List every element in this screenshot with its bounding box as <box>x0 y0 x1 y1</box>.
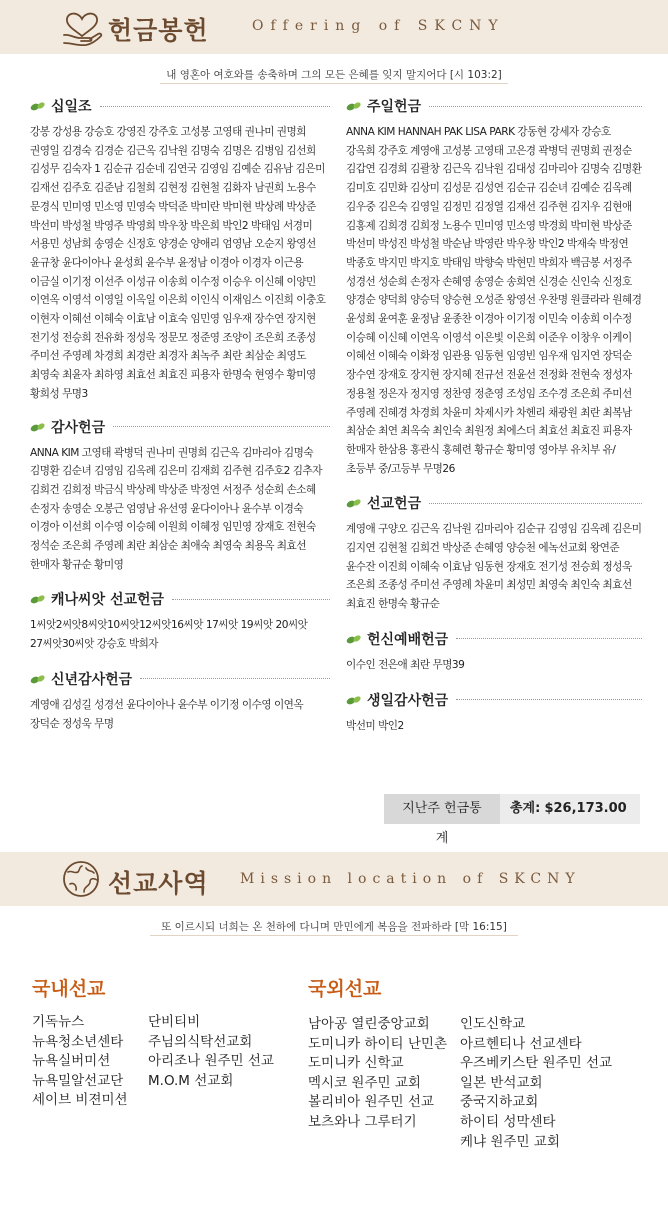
mission-offering-names: 계영애 구양오 김근옥 김낙원 김마리아 김순규 김영임 김옥례 김은미 김지연 김현철 김희건 박상준 손혜영 양승천 에녹선교회 왕연준 윤수잔 이진희 이혜숙 이효남 임동현 장재호 전기성 전승희 정성욱 조은희 조종성 주미선 주영례 차윤미 최성민 최영숙 최인숙 최효선 최효진 한명숙 황규순 <box>346 523 642 611</box>
leaf-icon <box>30 421 46 433</box>
divider <box>140 678 330 679</box>
list-item: 뉴욕실버미션 <box>32 1053 111 1070</box>
list-item: 중국지하교회 <box>460 1094 539 1111</box>
canada-seed-names: 1씨앗2씨앗8씨앗10씨앗12씨앗16씨앗 17씨앗 19씨앗 20씨앗 27씨앗30씨앗 강승호 박희자 <box>30 619 308 651</box>
list-item: 도미니카 하이티 난민촌 <box>308 1035 447 1052</box>
mission-offering-header <box>346 492 642 514</box>
mission-offering-title: 선교헌금 <box>367 496 422 513</box>
canada-seed-section <box>30 588 330 653</box>
leaf-icon <box>346 633 362 645</box>
dedication-names: 이수인 전은애 최란 무명39 <box>346 658 465 671</box>
list-item: 주님의식탁선교회 <box>148 1033 253 1050</box>
overseas-title: 국외선교 <box>308 978 382 1000</box>
divider <box>100 106 330 107</box>
leaf-icon <box>30 593 46 605</box>
list-item: M.O.M 선교회 <box>148 1072 234 1089</box>
offering-verse: 내 영혼아 여호와를 송축하며 그의 모든 은혜를 잊지 말지어다 [시 103:2] <box>166 69 502 81</box>
list-item: 하이티 성막센타 <box>460 1113 556 1130</box>
domestic-list-2 <box>148 1013 274 1091</box>
divider <box>456 638 642 639</box>
thanks-title: 감사헌금 <box>51 419 106 436</box>
tithe-header <box>30 95 330 117</box>
left-column <box>30 95 330 733</box>
list-item: 멕시코 원주민 교회 <box>308 1074 421 1091</box>
sunday-section <box>346 95 642 478</box>
list-item: 보츠와나 그루터기 <box>308 1113 417 1130</box>
domestic-title: 국내선교 <box>32 978 106 1000</box>
list-item: 볼리비아 원주민 선교 <box>308 1094 434 1111</box>
stats-total <box>500 794 640 824</box>
mission-title: 선교사역 <box>108 869 209 898</box>
tithe-section <box>30 95 330 404</box>
new-year-section <box>30 668 330 733</box>
stats-label: 지난주 헌금통계 <box>384 794 500 824</box>
divider <box>113 426 330 427</box>
list-item: 뉴욕청소년센타 <box>32 1033 124 1050</box>
thanks-section <box>30 416 330 575</box>
domestic-list-1 <box>32 1013 128 1111</box>
offering-stats <box>384 794 640 846</box>
list-item: 아리조나 원주민 선교 <box>148 1053 274 1070</box>
heart-hand-icon <box>60 5 104 49</box>
verse-underline <box>160 83 508 84</box>
tithe-names: 강봉 강성용 강승호 강영진 강주호 고성봉 고영태 권나미 권명희 권영일 김경숙 김경순 김근옥 김낙원 김명숙 김명은 김병임 김선희 김성무 김숙자 1 김순규 김순네 김연국 김영임 김예순 김유남 김은미 김재선 김주호 김준남 김철희 김현정 김현철 김화자 남권희 노용수 문경식 민미영 민소영 민영숙 박덕준 박미란 박미현 박상례 박상준 박선미 박성철 박영주 박영희 박우창 박은희 박인2 박태임 서경미 서용민 성남희 송영순 신정호 양경순 양애리 엄영남 오순지 왕영선 윤규창 윤다이아나 윤성희 윤수부 윤정남 이경아 이경자 이근용 이금실 이기정 이선주 이성규 이송희 이수정 이승우 이신혜 이양민 이연옥 이영석 이영일 이옥일 이은희 이인식 이재임스 이진희 이충호 이현자 이혜선 이혜숙 이효남 이효숙 임민영 임우재 장수연 장지현 전기성 전승희 전유화 정성욱 정문모 정준영 조양이 조은희 조종성 주미선 주영례 차경희 최경란 최경자 최녹주 최란 최삼순 최영도 최영숙 최윤자 최하영 최효선 최효진 피용자 한명숙 현영수 황미영 황희성 무명3 <box>30 126 326 400</box>
canada-seed-header <box>30 588 330 610</box>
stats-total-label: 총계: <box>510 801 541 816</box>
mission-english-title: Mission location of SKCNY <box>240 871 581 887</box>
list-item: 일본 반석교회 <box>460 1074 543 1091</box>
dedication-header <box>346 628 642 650</box>
sunday-title: 주일헌금 <box>367 99 422 115</box>
list-item: 세이브 비젼미션 <box>32 1092 128 1109</box>
divider <box>429 106 642 107</box>
offering-band <box>0 0 668 54</box>
list-item: 뉴욕밀알선교단 <box>32 1072 124 1089</box>
mission-band <box>0 852 668 906</box>
leaf-icon <box>346 497 362 509</box>
dedication-section <box>346 628 642 675</box>
list-item: 우즈베키스탄 원주민 선교 <box>460 1055 613 1072</box>
stats-total-value: $26,173.00 <box>544 801 627 816</box>
new-year-title: 신년감사헌금 <box>51 671 133 688</box>
list-item: 케냐 원주민 교회 <box>460 1133 560 1150</box>
divider <box>456 699 642 700</box>
birthday-names: 박선미 박인2 <box>346 719 404 732</box>
mission-offering-section <box>346 492 642 614</box>
thanks-names: ANNA KIM 고영태 곽병덕 권나미 권명희 김근옥 김마리아 김명숙 김명환 김순녀 김영임 김옥례 김은미 김재희 김주현 김주호2 김추자 김희건 김희정 박금식 박상례 박상준 박정연 서정주 성순희 손소혜 손정자 송영순 오봉근 엄영남 유선영 윤다이아나 윤수부 이경숙 이경아 이선희 이수영 이승혜 이원희 이혜정 임민영 장재호 전현숙 정석순 조은희 주영례 최란 최삼순 최애숙 최영숙 최용옥 최효선 한매자 황규순 황미영 <box>30 446 322 571</box>
birthday-header <box>346 689 642 711</box>
birthday-section <box>346 689 642 736</box>
leaf-icon <box>30 673 46 685</box>
divider <box>429 503 642 504</box>
canada-seed-title: 캐나씨앗 선교헌금 <box>51 592 165 609</box>
offering-title: 헌금봉헌 <box>108 16 209 45</box>
offering-english-title: Offering of SKCNY <box>252 18 505 34</box>
list-item: 남아공 열린중앙교회 <box>308 1016 430 1032</box>
new-year-header <box>30 668 330 690</box>
list-item: 인도신학교 <box>460 1016 526 1032</box>
overseas-list-2 <box>460 1015 612 1152</box>
dedication-title: 헌신예배헌금 <box>367 631 449 648</box>
mission-verse: 또 이르시되 너희는 온 천하에 다니며 만민에게 복음을 전파하라 [막 16:15] <box>161 921 507 933</box>
sunday-header <box>346 95 642 117</box>
birthday-title: 생일감사헌금 <box>367 692 449 709</box>
leaf-icon <box>346 100 362 112</box>
leaf-icon <box>346 694 362 706</box>
verse-underline <box>150 935 518 936</box>
leaf-icon <box>30 100 46 112</box>
divider <box>172 599 330 600</box>
list-item: 기독뉴스 <box>32 1014 85 1030</box>
list-item: 아르헨티나 선교센타 <box>460 1035 582 1052</box>
thanks-header <box>30 416 330 438</box>
list-item: 도미니카 신학교 <box>308 1055 404 1072</box>
overseas-list-1 <box>308 1015 447 1133</box>
right-column <box>346 95 642 735</box>
tithe-title: 십일조 <box>51 99 92 115</box>
new-year-names: 계영애 김성길 성경선 윤다이아나 윤수부 이기정 이수영 이연옥 장덕순 정성욱 무명 <box>30 698 304 730</box>
list-item: 단비티비 <box>148 1014 201 1030</box>
globe-icon <box>60 858 102 900</box>
sunday-names: ANNA KIM HANNAH PAK LISA PARK 강동현 강세자 강승호 강옥희 강주호 계영애 고성봉 고영태 고은경 곽병덕 권명희 권정순 김갑연 김경희 김괄창 김근옥 김낙원 김대성 김마리아 김명숙 김명환 김미호 김민화 김상미 김성문 김성연 김순규 김순녀 김예순 김옥례 김우중 김은숙 김영일 김정민 김정열 김재선 김주현 김지우 김현애 김홍제 김희경 김희정 노용수 민미영 민소영 박경희 박미현 박상준 박선미 박성진 박성철 박순남 박영란 박우창 박인2 박재숙 박정연 박종호 박지민 박지호 박태임 박향숙 박현민 박희자 백금봉 서정주 성경선 성순희 손정자 손혜영 송영순 송희연 신경순 신인숙 신정호 양경순 양덕희 양승덕 양승현 오성준 왕영선 우찬명 원클라라 원혜경 윤성희 윤여훈 윤정남 윤종찬 이경아 이기정 이민숙 이송희 이수정 이승혜 이신혜 이연옥 이영석 이은빛 이은희 이준우 이창우 이케이 이혜선 이혜숙 이화정 임관용 임동현 임영빈 임우재 임지연 장덕순 장수연 장재호 장지현 장지혜 전규선 전윤선 전정화 전현숙 정성자 정용철 정은자 정지영 정찬영 정춘영 조성임 조수경 조은희 주미선 주영례 진혜경 차경희 차윤미 차제시카 차헨리 채광원 최란 최복남 최삼순 최연 최옥숙 최인숙 최원정 최에스더 최효선 최효진 피용자 한매자 한삼용 홍관식 홍혜련 황규순 황미영 영아부 유치부 유/초등부 중/고등부 무명26 <box>346 126 642 475</box>
